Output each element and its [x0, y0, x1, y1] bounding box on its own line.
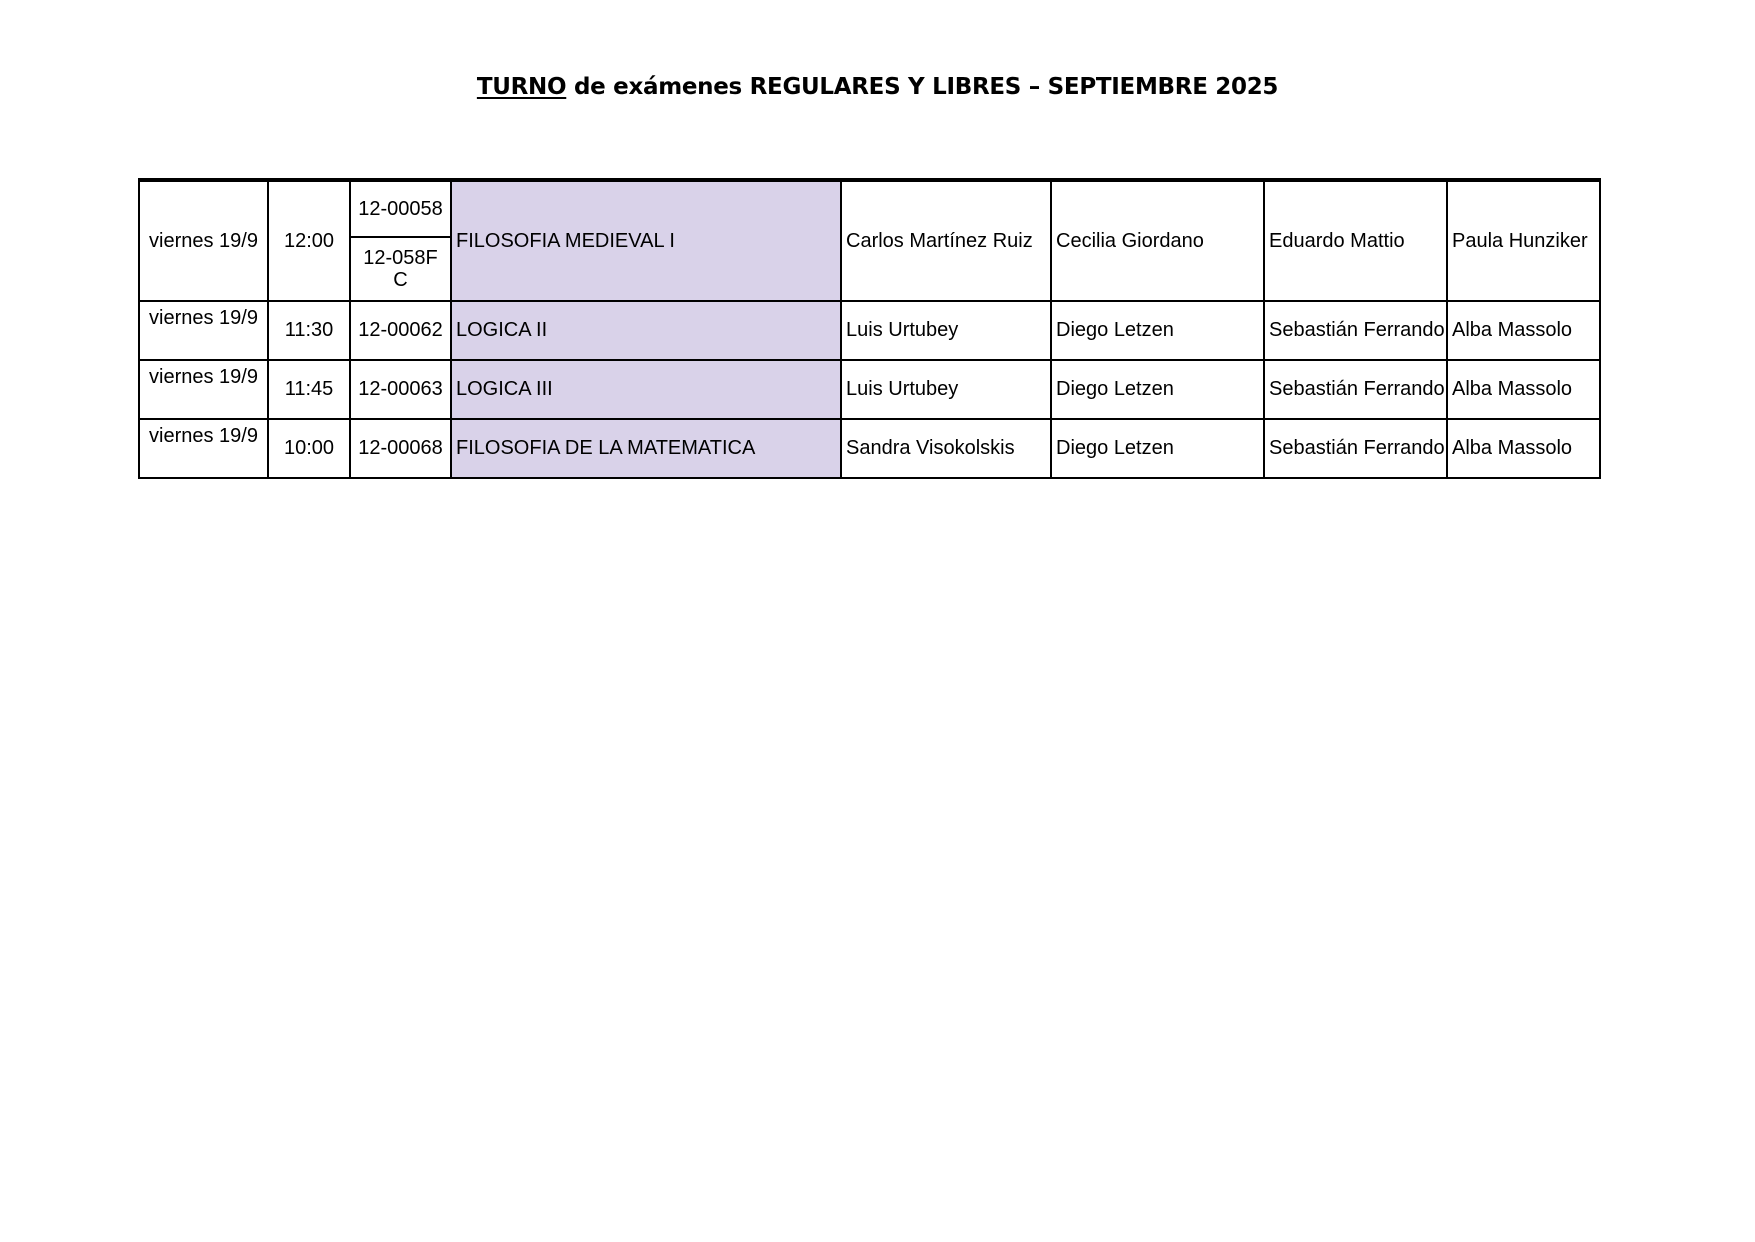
tribunal-member: Sebastián Ferrando [1264, 360, 1447, 419]
tribunal-member: Sebastián Ferrando [1264, 301, 1447, 360]
tribunal-member: Alba Massolo [1447, 301, 1600, 360]
tribunal-member: Carlos Martínez Ruiz [841, 180, 1051, 301]
tribunal-member: Luis Urtubey [841, 360, 1051, 419]
page-title [0, 74, 1755, 100]
exam-date: viernes 19/9 [139, 419, 268, 478]
title-rest: de exámenes REGULARES Y LIBRES – SEPTIEMBRE 2025 [566, 74, 1279, 100]
exam-time: 12:00 [268, 180, 350, 301]
exam-subject: LOGICA III [451, 360, 841, 419]
table-row [139, 360, 1600, 419]
tribunal-member: Cecilia Giordano [1051, 180, 1264, 301]
table-row [139, 301, 1600, 360]
exam-code: 12-00058 [350, 180, 451, 237]
exam-time: 11:30 [268, 301, 350, 360]
exam-subject: LOGICA II [451, 301, 841, 360]
exam-date: viernes 19/9 [139, 180, 268, 301]
tribunal-member: Eduardo Mattio [1264, 180, 1447, 301]
exam-code: 12-00068 [350, 419, 451, 478]
tribunal-member: Sebastián Ferrando [1264, 419, 1447, 478]
tribunal-member: Diego Letzen [1051, 301, 1264, 360]
exam-time: 10:00 [268, 419, 350, 478]
tribunal-member: Sandra Visokolskis [841, 419, 1051, 478]
exam-date: viernes 19/9 [139, 301, 268, 360]
exam-date: viernes 19/9 [139, 360, 268, 419]
title-turno: TURNO [476, 74, 567, 100]
exam-schedule-table [138, 178, 1601, 479]
tribunal-member: Diego Letzen [1051, 419, 1264, 478]
tribunal-member: Diego Letzen [1051, 360, 1264, 419]
tribunal-member: Luis Urtubey [841, 301, 1051, 360]
table-row [139, 419, 1600, 478]
exam-code: 12-00062 [350, 301, 451, 360]
tribunal-member: Paula Hunziker [1447, 180, 1600, 301]
exam-code: 12-00063 [350, 360, 451, 419]
tribunal-member: Alba Massolo [1447, 360, 1600, 419]
exam-time: 11:45 [268, 360, 350, 419]
exam-code: 12-058FC [350, 237, 451, 301]
exam-subject: FILOSOFIA MEDIEVAL I [451, 180, 841, 301]
tribunal-member: Alba Massolo [1447, 419, 1600, 478]
exam-subject: FILOSOFIA DE LA MATEMATICA [451, 419, 841, 478]
table-row [139, 180, 1600, 237]
